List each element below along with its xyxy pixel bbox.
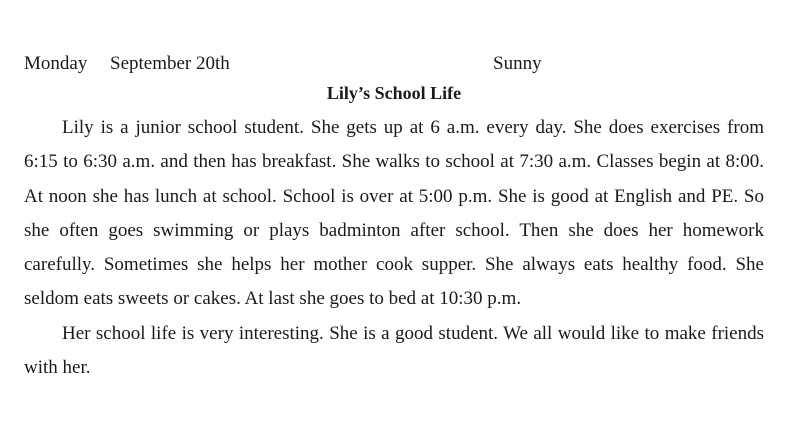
day-label: Monday (24, 53, 88, 74)
date-label: September 20th (110, 53, 230, 74)
diary-header (24, 50, 764, 78)
body-paragraph-1: Lily is a junior school student. She gets up at 6 a.m. every day. She does exercises from 6:15 to 6:30 a.m. and then has breakfast. She walks to school at 7:30 a.m. Classes begin at 8:00. At noon she has lunch at school. School is over at 5:00 p.m. She is good at English and PE. So she often goes swimming or plays badminton after school. Then she does her homework carefully. Sometimes she helps her mother cook supper. She always eats healthy food. She seldom eats sweets or cakes. At last she goes to bed at 10:30 p.m. (24, 117, 764, 310)
weather-label: Sunny (493, 53, 542, 74)
body-paragraph-2: Her school life is very interesting. She is a good student. We all would like to make friends with her. (24, 322, 764, 379)
diary-page (24, 50, 764, 385)
essay-title: Lily’s School Life (326, 83, 462, 103)
